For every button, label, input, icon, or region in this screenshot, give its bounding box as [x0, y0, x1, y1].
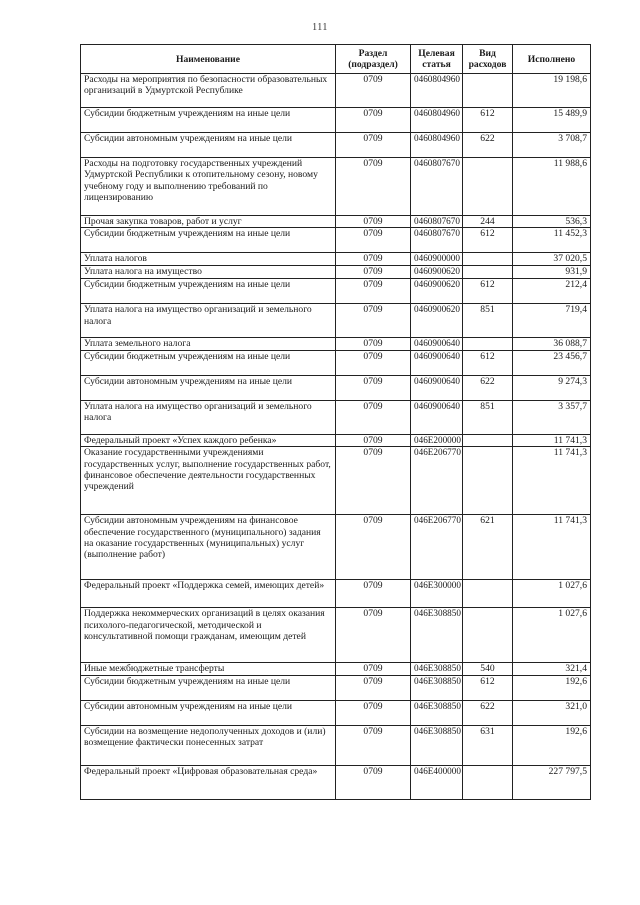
- expenditure-table: [80, 44, 591, 800]
- cell-article: 0460900620: [411, 266, 463, 279]
- table-row: [81, 108, 591, 133]
- cell-kind: 621: [463, 515, 513, 580]
- cell-article: 0460900640: [411, 338, 463, 350]
- cell-executed: 36 088,7: [513, 338, 591, 350]
- table-row: [81, 434, 591, 446]
- cell-kind: [463, 158, 513, 216]
- cell-executed: 321,0: [513, 700, 591, 725]
- cell-name: Уплата налога на имущество организаций и земельного налога: [81, 304, 336, 338]
- table-row: [81, 375, 591, 400]
- cell-executed: 11 741,3: [513, 447, 591, 515]
- cell-kind: 622: [463, 375, 513, 400]
- cell-name: Субсидии бюджетным учреждениям на иные цели: [81, 228, 336, 253]
- cell-section: 0709: [336, 253, 411, 266]
- cell-article: 046E308850: [411, 700, 463, 725]
- cell-executed: 11 452,3: [513, 228, 591, 253]
- table-row: [81, 279, 591, 304]
- header-executed: Исполнено: [513, 45, 591, 74]
- header-section: Раздел (подраздел): [336, 45, 411, 74]
- cell-name: Субсидии бюджетным учреждениям на иные цели: [81, 675, 336, 700]
- cell-section: 0709: [336, 338, 411, 350]
- cell-article: 0460804960: [411, 108, 463, 133]
- cell-kind: 851: [463, 400, 513, 434]
- cell-section: 0709: [336, 74, 411, 108]
- cell-section: 0709: [336, 663, 411, 675]
- cell-executed: 11 988,6: [513, 158, 591, 216]
- cell-name: Оказание государственными учреждениями государственных услуг, выполнение государственных работ, финансовое обеспечение деятельности государственных учреждений: [81, 447, 336, 515]
- cell-executed: 536,3: [513, 216, 591, 228]
- cell-section: 0709: [336, 350, 411, 375]
- cell-name: Федеральный проект «Цифровая образовательная среда»: [81, 765, 336, 799]
- cell-name: Субсидии бюджетным учреждениям на иные цели: [81, 279, 336, 304]
- cell-article: 046E300000: [411, 580, 463, 608]
- cell-section: 0709: [336, 304, 411, 338]
- cell-kind: 612: [463, 108, 513, 133]
- header-kind: Вид расходов: [463, 45, 513, 74]
- cell-article: 046E308850: [411, 608, 463, 663]
- cell-executed: 19 198,6: [513, 74, 591, 108]
- cell-article: 0460900640: [411, 350, 463, 375]
- cell-section: 0709: [336, 447, 411, 515]
- cell-executed: 3 708,7: [513, 133, 591, 158]
- table-row: [81, 515, 591, 580]
- cell-kind: 622: [463, 133, 513, 158]
- cell-kind: [463, 765, 513, 799]
- cell-article: 0460807670: [411, 216, 463, 228]
- cell-name: Субсидии бюджетным учреждениям на иные цели: [81, 350, 336, 375]
- cell-kind: 851: [463, 304, 513, 338]
- cell-article: 046E206770: [411, 447, 463, 515]
- cell-name: Субсидии бюджетным учреждениям на иные цели: [81, 108, 336, 133]
- cell-kind: 540: [463, 663, 513, 675]
- cell-section: 0709: [336, 108, 411, 133]
- cell-section: 0709: [336, 158, 411, 216]
- header-row: [81, 45, 591, 74]
- table-row: [81, 580, 591, 608]
- cell-section: 0709: [336, 515, 411, 580]
- table-row: [81, 725, 591, 765]
- cell-kind: 631: [463, 725, 513, 765]
- cell-executed: 1 027,6: [513, 580, 591, 608]
- cell-executed: 1 027,6: [513, 608, 591, 663]
- table-row: [81, 447, 591, 515]
- cell-executed: 192,6: [513, 725, 591, 765]
- table-row: [81, 228, 591, 253]
- page-number: 111: [312, 22, 328, 33]
- cell-name: Субсидии на возмещение недополученных доходов и (или) возмещение фактически понесенных затрат: [81, 725, 336, 765]
- cell-section: 0709: [336, 608, 411, 663]
- cell-executed: 212,4: [513, 279, 591, 304]
- cell-name: Федеральный проект «Поддержка семей, имеющих детей»: [81, 580, 336, 608]
- table-row: [81, 158, 591, 216]
- table-row: [81, 253, 591, 266]
- table-row: [81, 74, 591, 108]
- cell-name: Уплата налогов: [81, 253, 336, 266]
- cell-name: Поддержка некоммерческих организаций в целях оказания психолого-педагогической, методической и консультативной помощи гражданам, имеющим детей: [81, 608, 336, 663]
- cell-name: Расходы на мероприятия по безопасности образовательных организаций в Удмуртской Республике: [81, 74, 336, 108]
- cell-article: 046E400000: [411, 765, 463, 799]
- cell-executed: 931,9: [513, 266, 591, 279]
- cell-kind: 612: [463, 279, 513, 304]
- cell-kind: [463, 253, 513, 266]
- table-header: [81, 45, 591, 74]
- cell-name: Субсидии автономным учреждениям на иные цели: [81, 133, 336, 158]
- cell-section: 0709: [336, 133, 411, 158]
- cell-kind: [463, 74, 513, 108]
- cell-section: 0709: [336, 216, 411, 228]
- cell-executed: 719,4: [513, 304, 591, 338]
- cell-section: 0709: [336, 228, 411, 253]
- table-row: [81, 216, 591, 228]
- cell-section: 0709: [336, 434, 411, 446]
- table-row: [81, 700, 591, 725]
- cell-name: Иные межбюджетные трансферты: [81, 663, 336, 675]
- cell-section: 0709: [336, 765, 411, 799]
- cell-executed: 321,4: [513, 663, 591, 675]
- cell-article: 046E206770: [411, 515, 463, 580]
- cell-article: 0460900640: [411, 375, 463, 400]
- cell-name: Расходы на подготовку государственных учреждений Удмуртской Республики к отопительному сезону, новому учебному году и выполнению требований по лицензированию: [81, 158, 336, 216]
- table-row: [81, 663, 591, 675]
- table-row: [81, 675, 591, 700]
- cell-article: 0460900620: [411, 279, 463, 304]
- cell-article: 0460807670: [411, 228, 463, 253]
- cell-executed: 15 489,9: [513, 108, 591, 133]
- cell-article: 046E308850: [411, 675, 463, 700]
- cell-name: Федеральный проект «Успех каждого ребенка»: [81, 434, 336, 446]
- cell-section: 0709: [336, 675, 411, 700]
- cell-name: Уплата земельного налога: [81, 338, 336, 350]
- cell-article: 046E200000: [411, 434, 463, 446]
- cell-name: Уплата налога на имущество организаций и земельного налога: [81, 400, 336, 434]
- cell-section: 0709: [336, 400, 411, 434]
- table-row: [81, 608, 591, 663]
- cell-kind: 244: [463, 216, 513, 228]
- table-row: [81, 338, 591, 350]
- cell-name: Субсидии автономным учреждениям на иные цели: [81, 375, 336, 400]
- cell-section: 0709: [336, 279, 411, 304]
- cell-executed: 3 357,7: [513, 400, 591, 434]
- header-name: Наименование: [81, 45, 336, 74]
- cell-executed: 9 274,3: [513, 375, 591, 400]
- cell-kind: 612: [463, 350, 513, 375]
- cell-name: Субсидии автономным учреждениям на иные цели: [81, 700, 336, 725]
- table-row: [81, 350, 591, 375]
- cell-section: 0709: [336, 266, 411, 279]
- table-row: [81, 304, 591, 338]
- cell-article: 046E308850: [411, 663, 463, 675]
- cell-executed: 23 456,7: [513, 350, 591, 375]
- table-row: [81, 266, 591, 279]
- cell-executed: 227 797,5: [513, 765, 591, 799]
- table-row: [81, 765, 591, 799]
- cell-name: Прочая закупка товаров, работ и услуг: [81, 216, 336, 228]
- cell-section: 0709: [336, 580, 411, 608]
- cell-article: 0460807670: [411, 158, 463, 216]
- cell-executed: 37 020,5: [513, 253, 591, 266]
- cell-article: 0460804960: [411, 74, 463, 108]
- cell-kind: 612: [463, 675, 513, 700]
- cell-name: Уплата налога на имущество: [81, 266, 336, 279]
- cell-article: 046E308850: [411, 725, 463, 765]
- cell-kind: 622: [463, 700, 513, 725]
- header-article: Целевая статья: [411, 45, 463, 74]
- cell-kind: [463, 338, 513, 350]
- cell-section: 0709: [336, 700, 411, 725]
- cell-article: 0460804960: [411, 133, 463, 158]
- table-row: [81, 133, 591, 158]
- cell-kind: [463, 447, 513, 515]
- cell-executed: 192,6: [513, 675, 591, 700]
- cell-article: 0460900620: [411, 304, 463, 338]
- cell-kind: 612: [463, 228, 513, 253]
- cell-section: 0709: [336, 375, 411, 400]
- table-body: [81, 74, 591, 800]
- cell-kind: [463, 434, 513, 446]
- cell-kind: [463, 580, 513, 608]
- cell-kind: [463, 266, 513, 279]
- cell-executed: 11 741,3: [513, 515, 591, 580]
- cell-executed: 11 741,3: [513, 434, 591, 446]
- cell-name: Субсидии автономным учреждениям на финансовое обеспечение государственного (муниципального) задания на оказание государственных (муниципальных) услуг (выполнение работ): [81, 515, 336, 580]
- cell-kind: [463, 608, 513, 663]
- table-row: [81, 400, 591, 434]
- cell-article: 0460900640: [411, 400, 463, 434]
- cell-article: 0460900000: [411, 253, 463, 266]
- cell-section: 0709: [336, 725, 411, 765]
